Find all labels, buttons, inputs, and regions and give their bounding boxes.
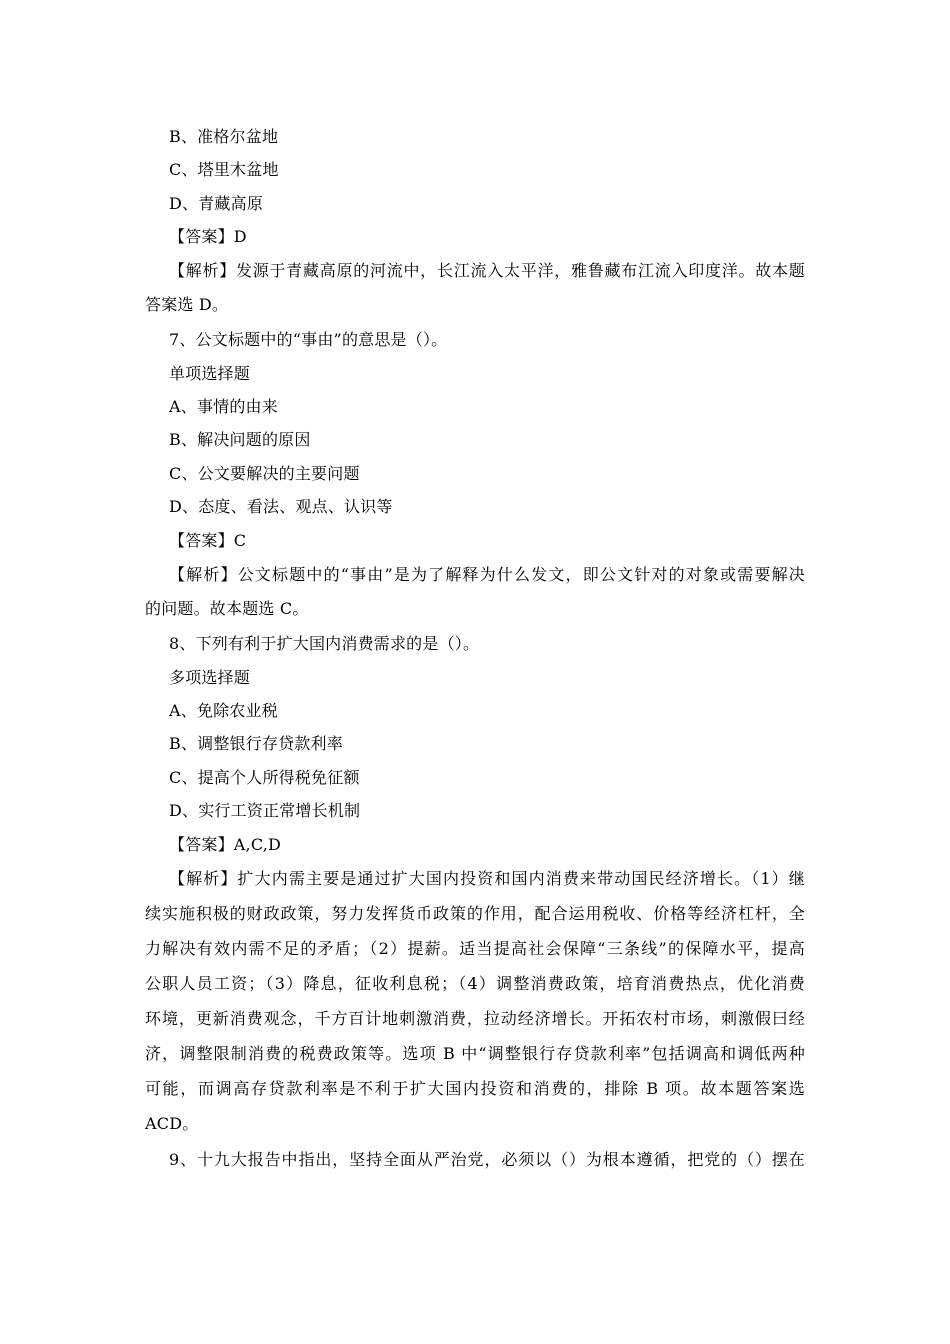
q8-type: 多项选择题	[169, 668, 251, 687]
q8-analysis-line-7: 可能，而调高存贷款利率是不利于扩大国内投资和消费的，排除 B 项。故本题答案选	[145, 1079, 805, 1098]
q7-option-d: D、态度、看法、观点、认识等	[169, 497, 393, 516]
q8-answer: 【答案】A,C,D	[169, 835, 282, 854]
q8-question: 8、下列有利于扩大国内消费需求的是（）。	[169, 634, 480, 653]
q7-option-b: B、解决问题的原因	[169, 430, 311, 449]
q7-type: 单项选择题	[169, 364, 251, 383]
q7-option-c: C、公文要解决的主要问题	[169, 464, 360, 483]
q8-option-a: A、免除农业税	[169, 701, 278, 720]
q8-analysis-line-4: 公职人员工资；（3）降息，征收利息税；（4）调整消费政策，培育消费热点，优化消费	[145, 974, 805, 993]
q7-analysis-line-2: 的问题。故本题选 C。	[145, 599, 309, 618]
q8-analysis-line-8: ACD。	[145, 1114, 199, 1133]
q8-analysis-line-6: 济，调整限制消费的税费政策等。选项 B 中“调整银行存贷款利率”包括调高和调低两种	[145, 1044, 805, 1063]
q6-option-d: D、青藏高原	[169, 194, 264, 213]
q7-option-a: A、事情的由来	[169, 397, 278, 416]
q8-option-b: B、调整银行存贷款利率	[169, 734, 343, 753]
q7-question: 7、公文标题中的“事由”的意思是（）。	[169, 330, 448, 349]
q6-analysis-line-1: 【解析】发源于青藏高原的河流中，长江流入太平洋，雅鲁藏布江流入印度洋。故本题	[169, 261, 805, 280]
q6-option-c: C、塔里木盆地	[169, 160, 279, 179]
q7-analysis-line-1: 【解析】公文标题中的“事由”是为了解释为什么发文，即公文针对的对象或需要解决	[169, 565, 805, 584]
q8-option-c: C、提高个人所得税免征额	[169, 768, 360, 787]
q8-analysis-line-3: 力解决有效内需不足的矛盾；（2）提薪。适当提高社会保障“三条线”的保障水平，提高	[145, 939, 805, 958]
q7-answer: 【答案】C	[169, 531, 247, 550]
q9-question: 9、十九大报告中指出，坚持全面从严治党，必须以（）为根本遵循，把党的（）摆在	[169, 1150, 805, 1169]
q6-analysis-line-2: 答案选 D。	[145, 295, 229, 314]
q8-analysis-line-2: 续实施积极的财政政策，努力发挥货币政策的作用，配合运用税收、价格等经济杠杆，全	[145, 904, 805, 923]
q8-option-d: D、实行工资正常增长机制	[169, 801, 361, 820]
q8-analysis-line-1: 【解析】扩大内需主要是通过扩大国内投资和国内消费来带动国民经济增长。（1）继	[169, 869, 805, 888]
q6-answer: 【答案】D	[169, 227, 247, 246]
q6-option-b: B、准格尔盆地	[169, 127, 279, 146]
q8-analysis-line-5: 环境，更新消费观念，千方百计地刺激消费，拉动经济增长。开拓农村市场，刺激假曰经	[145, 1009, 805, 1028]
